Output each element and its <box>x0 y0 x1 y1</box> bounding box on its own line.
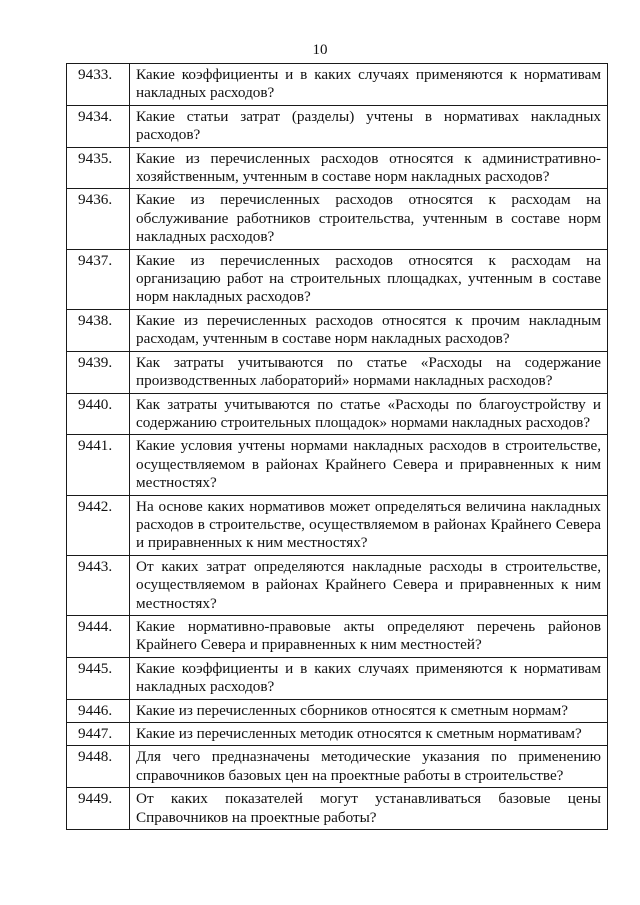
table-row <box>67 495 608 555</box>
question-number: 9434. <box>67 105 130 147</box>
question-number: 9435. <box>67 147 130 189</box>
table-row <box>67 351 608 393</box>
table-row <box>67 105 608 147</box>
questions-table <box>66 63 608 830</box>
question-number: 9441. <box>67 435 130 495</box>
question-number: 9437. <box>67 249 130 309</box>
page-number: 10 <box>312 42 328 58</box>
table-row <box>67 699 608 722</box>
table-row <box>67 723 608 746</box>
question-text: На основе каких нормативов может определяться величина накладных расходов в строительстве, осуществляемом в районах Крайнего Севера и приравненных к ним местностях? <box>130 495 608 555</box>
question-text: Какие из перечисленных расходов относятся к расходам на обслуживание работников строительства, учтенным в составе норм накладных расходов? <box>130 189 608 249</box>
question-text: Какие статьи затрат (разделы) учтены в нормативах накладных расходов? <box>130 105 608 147</box>
question-text: Какие коэффициенты и в каких случаях применяются к нормативам накладных расходов? <box>130 657 608 699</box>
question-number: 9443. <box>67 555 130 615</box>
question-text: Какие коэффициенты и в каких случаях применяются к нормативам накладных расходов? <box>130 64 608 106</box>
question-text: Какие из перечисленных расходов относятся к прочим накладным расходам, учтенным в составе норм накладных расходов? <box>130 309 608 351</box>
table-row <box>67 657 608 699</box>
question-number: 9447. <box>67 723 130 746</box>
question-text: Какие из перечисленных методик относятся к сметным нормативам? <box>130 723 608 746</box>
table-row <box>67 615 608 657</box>
question-number: 9446. <box>67 699 130 722</box>
question-text: От каких показателей могут устанавливаться базовые цены Справочников на проектные работы? <box>130 788 608 830</box>
table-row <box>67 189 608 249</box>
question-text: От каких затрат определяются накладные расходы в строительстве, осуществляемом в районах Крайнего Севера и приравненных к ним местностях? <box>130 555 608 615</box>
table-row <box>67 393 608 435</box>
question-text: Какие нормативно-правовые акты определяют перечень районов Крайнего Севера и приравненных к ним местностей? <box>130 615 608 657</box>
question-number: 9436. <box>67 189 130 249</box>
table-row <box>67 249 608 309</box>
table-row <box>67 555 608 615</box>
question-text: Как затраты учитываются по статье «Расходы по благоустройству и содержанию строительных площадок» нормами накладных расходов? <box>130 393 608 435</box>
table-row <box>67 435 608 495</box>
question-text: Как затраты учитываются по статье «Расходы на содержание производственных лабораторий» нормами накладных расходов? <box>130 351 608 393</box>
question-number: 9438. <box>67 309 130 351</box>
question-text: Какие из перечисленных сборников относятся к сметным нормам? <box>130 699 608 722</box>
question-number: 9448. <box>67 746 130 788</box>
question-text: Какие условия учтены нормами накладных расходов в строительстве, осуществляемом в районах Крайнего Севера и приравненных к ним местностях? <box>130 435 608 495</box>
table-row <box>67 746 608 788</box>
question-number: 9449. <box>67 788 130 830</box>
question-number: 9440. <box>67 393 130 435</box>
table-row <box>67 147 608 189</box>
question-text: Какие из перечисленных расходов относятся к расходам на организацию работ на строительных площадках, учтенным в составе норм накладных расходов? <box>130 249 608 309</box>
table-row <box>67 788 608 830</box>
question-number: 9433. <box>67 64 130 106</box>
question-number: 9439. <box>67 351 130 393</box>
question-number: 9444. <box>67 615 130 657</box>
table-row <box>67 309 608 351</box>
question-text: Для чего предназначены методические указания по применению справочников базовых цен на проектные работы в строительстве? <box>130 746 608 788</box>
table-row <box>67 64 608 106</box>
question-text: Какие из перечисленных расходов относятся к административно-хозяйственным, учтенным в составе норм накладных расходов? <box>130 147 608 189</box>
question-number: 9445. <box>67 657 130 699</box>
question-number: 9442. <box>67 495 130 555</box>
